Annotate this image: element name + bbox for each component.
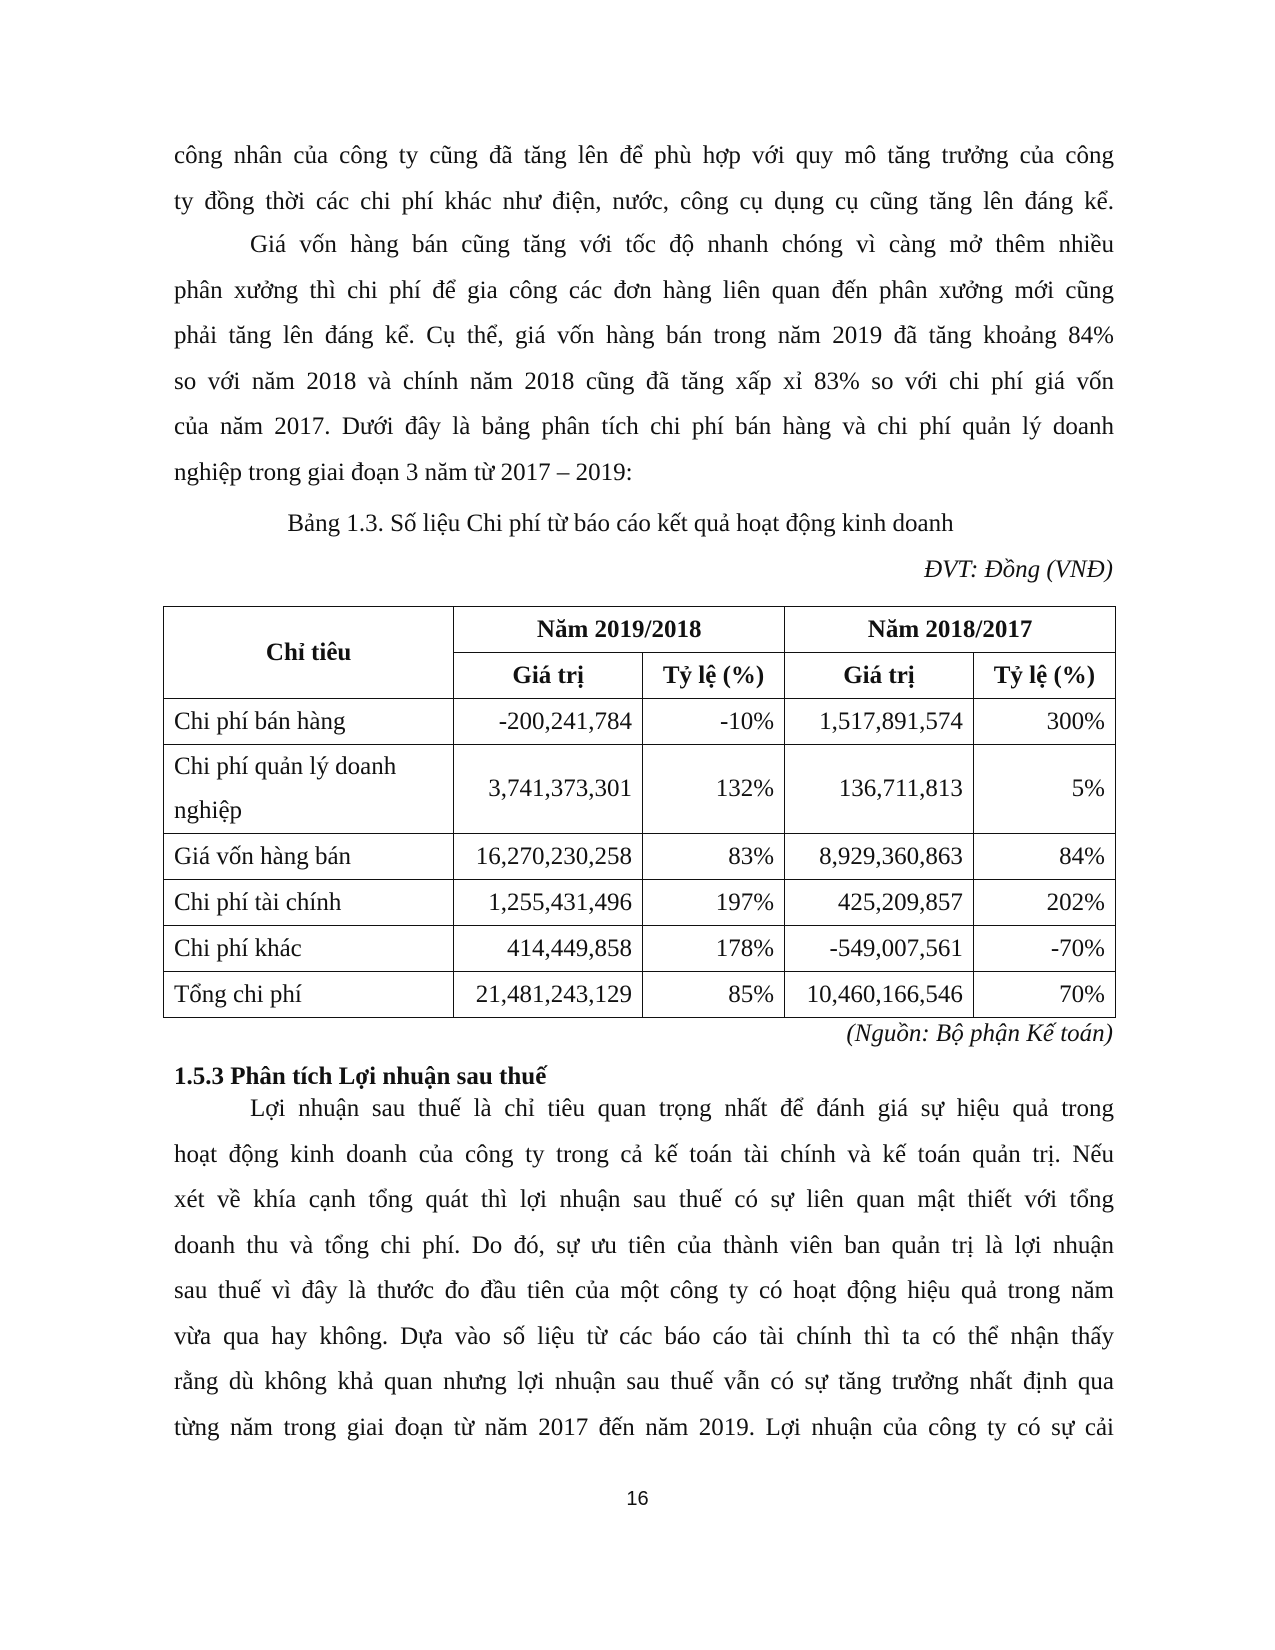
header-period-2019-2018: Năm 2019/2018	[454, 607, 785, 653]
cell-ratio: 83%	[643, 834, 785, 880]
text-line: rằng dù không khả quan nhưng lợi nhuận sau thuế vẫn có sự tăng trưởng nhất định qua	[174, 1368, 1114, 1395]
cell-value: -200,241,784	[454, 699, 643, 745]
cell-ratio: 85%	[643, 972, 785, 1018]
text-line: hoạt động kinh doanh của công ty trong cả kế toán tài chính và kế toán quản trị. Nếu	[174, 1140, 1114, 1168]
cell-ratio: 197%	[643, 880, 785, 926]
cell-value: 136,711,813	[785, 745, 974, 834]
text-line: từng năm trong giai đoạn từ năm 2017 đến năm 2019. Lợi nhuận của công ty có sự cải	[174, 1413, 1114, 1441]
table-caption: Bảng 1.3. Số liệu Chi phí từ báo cáo kết quả hoạt động kinh doanh	[287, 510, 954, 537]
cell-value: 425,209,857	[785, 880, 974, 926]
cost-table	[163, 606, 1116, 1018]
paragraph-profit-analysis	[174, 1086, 1114, 1450]
table-header-row	[164, 607, 1116, 653]
cell-value: 10,460,166,546	[785, 972, 974, 1018]
table-row	[164, 972, 1116, 1018]
source-note: (Nguồn: Bộ phận Kế toán)	[846, 1020, 1113, 1047]
text-line: phân xưởng thì chi phí để gia công các đơn hàng liên quan đến phân xưởng mới cũng	[174, 276, 1114, 304]
row-label: Giá vốn hàng bán	[164, 834, 454, 880]
cell-ratio: 300%	[973, 699, 1115, 745]
row-label-line: Chi phí quản lý doanh	[174, 753, 397, 780]
table-row	[164, 926, 1116, 972]
cell-value: 16,270,230,258	[454, 834, 643, 880]
table-row	[164, 699, 1116, 745]
cell-ratio: 5%	[973, 745, 1115, 834]
text-line: sau thuế vì đây là thước đo đầu tiên của một công ty có hoạt động hiệu quả trong năm	[174, 1277, 1114, 1304]
header-value: Giá trị	[454, 653, 643, 699]
text-line: xét về khía cạnh tổng quát thì lợi nhuận sau thuế có sự liên quan mật thiết với tổng	[174, 1186, 1114, 1213]
cell-ratio: 202%	[973, 880, 1115, 926]
table-row	[164, 745, 1116, 834]
text-line: ty đồng thời các chi phí khác như điện, nước, công cụ dụng cụ cũng tăng lên đáng kể.	[174, 187, 1114, 215]
text-line: Lợi nhuận sau thuế là chỉ tiêu quan trọng nhất để đánh giá sự hiệu quả trong	[250, 1095, 1114, 1122]
text-line: phải tăng lên đáng kể. Cụ thể, giá vốn hàng bán trong năm 2019 đã tăng khoảng 84%	[174, 322, 1114, 349]
cell-value: 1,517,891,574	[785, 699, 974, 745]
text-line: công nhân của công ty cũng đã tăng lên để phù hợp với quy mô tăng trưởng của công	[174, 142, 1114, 169]
cell-value: 1,255,431,496	[454, 880, 643, 926]
paragraph-cost-of-goods	[174, 222, 1114, 495]
header-indicator: Chỉ tiêu	[164, 607, 454, 699]
table-row	[164, 834, 1116, 880]
paragraph-continuation	[174, 133, 1114, 224]
header-ratio: Tỷ lệ (%)	[643, 653, 785, 699]
header-ratio: Tỷ lệ (%)	[973, 653, 1115, 699]
unit-note: ĐVT: Đồng (VNĐ)	[924, 556, 1113, 583]
cell-value: 21,481,243,129	[454, 972, 643, 1018]
text-line: của năm 2017. Dưới đây là bảng phân tích chi phí bán hàng và chi phí quản lý doanh	[174, 413, 1114, 440]
row-label: Tổng chi phí	[164, 972, 454, 1018]
cell-value: -549,007,561	[785, 926, 974, 972]
row-label: Chi phí khác	[164, 926, 454, 972]
cell-ratio: 84%	[973, 834, 1115, 880]
row-label: Chi phí bán hàng	[164, 699, 454, 745]
cell-ratio: 70%	[973, 972, 1115, 1018]
cell-value: 3,741,373,301	[454, 745, 643, 834]
text-line: Giá vốn hàng bán cũng tăng với tốc độ nhanh chóng vì càng mở thêm nhiều	[250, 231, 1114, 258]
header-value: Giá trị	[785, 653, 974, 699]
cell-value: 414,449,858	[454, 926, 643, 972]
row-label-line: nghiệp	[174, 797, 243, 824]
cell-ratio: 132%	[643, 745, 785, 834]
cell-ratio: 178%	[643, 926, 785, 972]
text-line: vừa qua hay không. Dựa vào số liệu từ các báo cáo tài chính thì ta có thể nhận thấy	[174, 1322, 1114, 1350]
cell-ratio: -10%	[643, 699, 785, 745]
text-line: so với năm 2018 và chính năm 2018 cũng đã tăng xấp xỉ 83% so với chi phí giá vốn	[174, 367, 1114, 395]
table-row	[164, 880, 1116, 926]
row-label: Chi phí tài chính	[164, 880, 454, 926]
header-period-2018-2017: Năm 2018/2017	[785, 607, 1116, 653]
page-number: 16	[626, 1488, 649, 1510]
section-heading: 1.5.3 Phân tích Lợi nhuận sau thuế	[174, 1063, 547, 1090]
text-line: doanh thu và tổng chi phí. Do đó, sự ưu tiên của thành viên ban quản trị là lợi nhuận	[174, 1231, 1114, 1259]
cell-value: 8,929,360,863	[785, 834, 974, 880]
text-line: nghiệp trong giai đoạn 3 năm từ 2017 – 2019:	[174, 458, 633, 486]
cell-ratio: -70%	[973, 926, 1115, 972]
row-label	[164, 745, 454, 834]
